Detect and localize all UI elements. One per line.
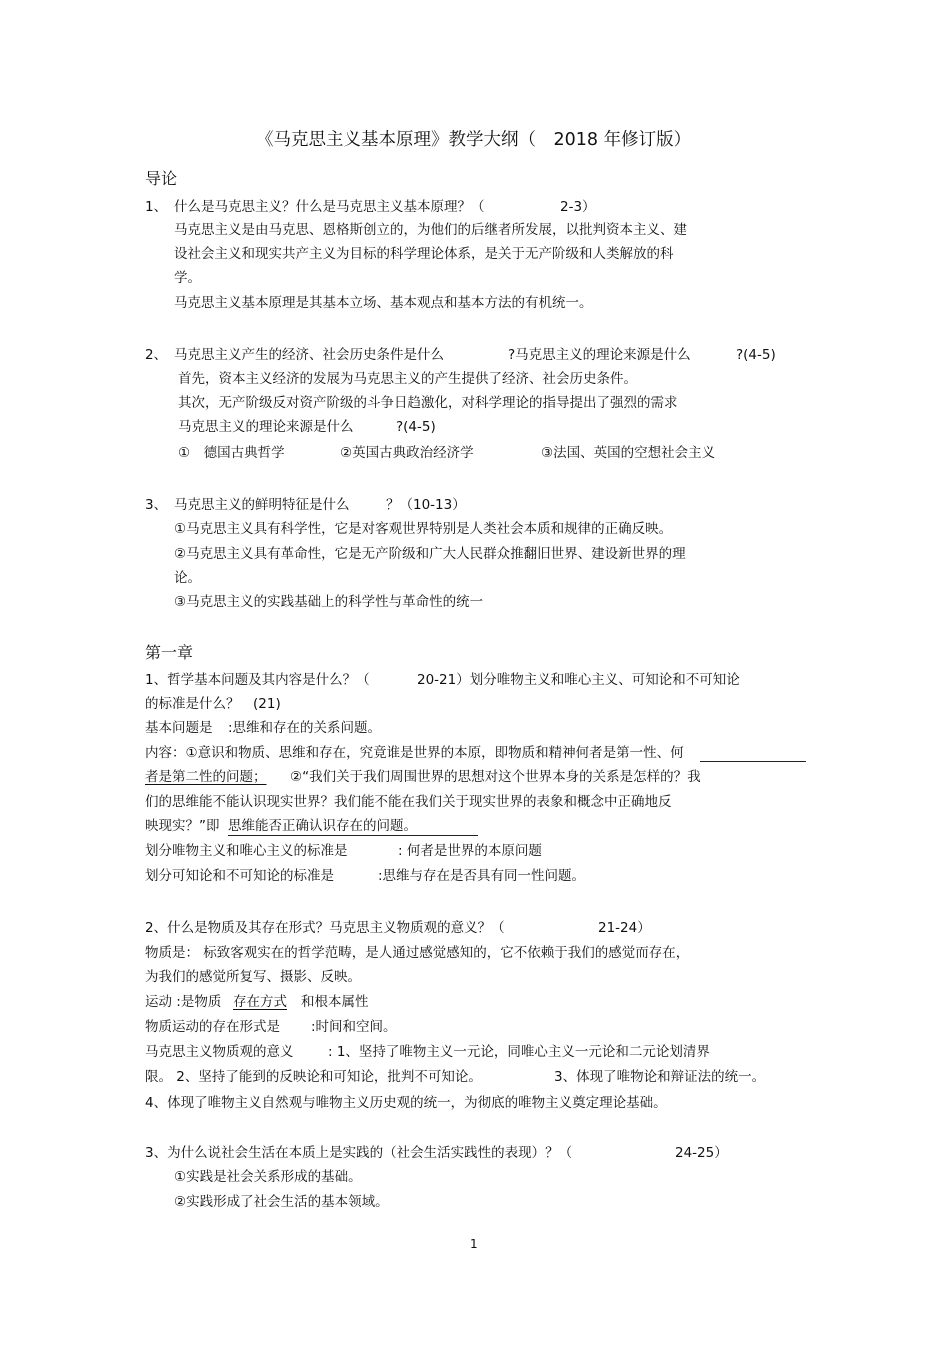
significance-line: : 1、坚持了唯物主义一元论，同唯心主义一元论和二元论划清界	[328, 1044, 710, 1060]
significance-line: 限。 2、坚持了能到的反映论和可知论，批判不可知论。	[145, 1069, 482, 1085]
ch1-q3-answer-line: ②实践形成了社会生活的基本领域。	[174, 1194, 389, 1210]
ch1-q1-question: 1、哲学基本问题及其内容是什么？（	[145, 672, 370, 688]
intro-q2-answer-line: 马克思主义的理论来源是什么	[178, 419, 354, 435]
ch1-q3-answer-line: ①实践是社会关系形成的基础。	[174, 1169, 362, 1185]
intro-q1-answer-line: 学。	[174, 270, 201, 286]
motion-label: 运动 :是物质	[145, 994, 222, 1010]
matter-definition-line: 为我们的感觉所复写、摄影、反映。	[145, 969, 361, 985]
matter-definition-line: 物质是： 标致客观实在的哲学范畴，是人通过感觉感知的，它不依赖于我们的感觉而存在，	[145, 945, 690, 961]
theory-source-item: ① 德国古典哲学	[178, 445, 285, 461]
ch1-q2-pages: 21-24）	[598, 920, 651, 936]
criterion-label: 划分可知论和不可知论的标准是	[145, 868, 334, 884]
basic-question-label: 基本问题是	[145, 720, 213, 736]
intro-q2-answer-pages: ?(4-5)	[396, 419, 436, 435]
intro-q1-pages: 2-3）	[560, 199, 596, 215]
intro-heading: 导论	[145, 169, 178, 188]
content-line-underlined: 者是第二性的问题；	[145, 769, 267, 785]
ch1-q3-pages: 24-25）	[675, 1145, 728, 1161]
content-line-underlined: 思维能否正确认识存在的问题。	[228, 818, 417, 834]
intro-q3-answer-line: ②马克思主义具有革命性，它是无产阶级和广大人民群众推翻旧世界、建设新世界的理	[174, 546, 686, 562]
theory-source-item: ③法国、英国的空想社会主义	[541, 445, 716, 461]
motion-underlined-term: 存在方式	[233, 994, 287, 1010]
intro-q2-answer-line: 首先，资本主义经济的发展为马克思主义的产生提供了经济、社会历史条件。	[178, 371, 637, 387]
underline-mark	[700, 761, 806, 762]
intro-q2-pages: ?(4-5)	[736, 347, 776, 363]
intro-q1-answer-line: 马克思主义基本原理是其基本立场、基本观点和基本方法的有机统一。	[174, 295, 593, 311]
intro-q3-pages: ？（10-13）	[386, 497, 466, 513]
motion-form-label: 物质运动的存在形式是	[145, 1019, 280, 1035]
content-line: ②“我们关于我们周围世界的思想对这个世界本身的关系是怎样的？我	[290, 769, 701, 785]
intro-q3-number: 3、	[145, 497, 168, 513]
underline-mark	[228, 835, 478, 836]
content-line: 内容：①意识和物质、思维和存在，究竟谁是世界的本原，即物质和精神何者是第一性、何	[145, 745, 684, 761]
intro-q2-question: ?马克思主义的理论来源是什么	[508, 347, 691, 363]
theory-source-item: ②英国古典政治经济学	[340, 445, 474, 461]
intro-q1-question: 什么是马克思主义？什么是马克思主义基本原理？（	[174, 199, 485, 215]
criterion-value: :思维与存在是否具有同一性问题。	[378, 868, 586, 884]
intro-q3-answer-line: ③马克思主义的实践基础上的科学性与革命性的统一	[174, 594, 484, 610]
motion-text: 和根本属性	[301, 994, 369, 1010]
ch1-q2-question: 2、什么是物质及其存在形式？马克思主义物质观的意义？（	[145, 920, 505, 936]
basic-question-value: :思维和存在的关系问题。	[228, 720, 382, 736]
chapter1-heading: 第一章	[145, 643, 194, 662]
motion-form-value: :时间和空间。	[311, 1019, 397, 1035]
significance-line: 4、体现了唯物主义自然观与唯物主义历史观的统一，为彻底的唯物主义奠定理论基础。	[145, 1095, 667, 1111]
content-line: 映现实？”即	[145, 818, 220, 834]
criterion-label: 划分唯物主义和唯心主义的标准是	[145, 843, 348, 859]
significance-label: 马克思主义物质观的意义	[145, 1044, 294, 1060]
page-number: 1	[470, 1237, 478, 1251]
intro-q3-answer-line: 论。	[174, 570, 201, 586]
document-title: 《马克思主义基本原理》教学大纲（ 2018 年修订版）	[256, 130, 692, 150]
intro-q1-answer-line: 设社会主义和现实共产主义为目标的科学理论体系，是关于无产阶级和人类解放的科	[174, 246, 674, 262]
intro-q1-number: 1、	[145, 199, 168, 215]
criterion-value: : 何者是世界的本原问题	[398, 843, 542, 859]
intro-q2-question: 马克思主义产生的经济、社会历史条件是什么	[174, 347, 444, 363]
ch1-q1-question: 20-21）划分唯物主义和唯心主义、可知论和不可知论	[417, 672, 740, 688]
content-line: 们的思维能不能认识现实世界？我们能不能在我们关于现实世界的表象和概念中正确地反	[145, 794, 672, 810]
intro-q2-answer-line: 其次，无产阶级反对资产阶级的斗争日趋激化，对科学理论的指导提出了强烈的需求	[178, 395, 678, 411]
intro-q3-question: 马克思主义的鲜明特征是什么	[174, 497, 350, 513]
ch1-q1-question: 的标准是什么？ (21)	[145, 696, 281, 712]
intro-q1-answer-line: 马克思主义是由马克思、恩格斯创立的，为他们的后继者所发展，以批判资本主义、建	[174, 222, 687, 238]
intro-q2-number: 2、	[145, 347, 168, 363]
significance-line: 3、体现了唯物论和辩证法的统一。	[554, 1069, 766, 1085]
intro-q3-answer-line: ①马克思主义具有科学性，它是对客观世界特别是人类社会本质和规律的正确反映。	[174, 521, 673, 537]
ch1-q3-question: 3、为什么说社会生活在本质上是实践的（社会生活实践性的表现）？（	[145, 1145, 573, 1161]
